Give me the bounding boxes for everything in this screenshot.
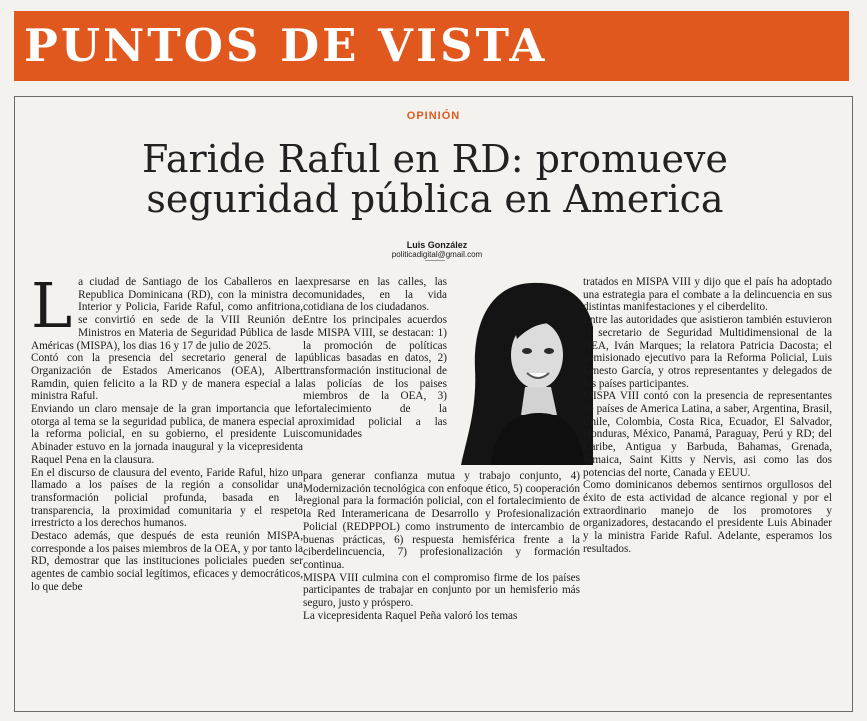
headline-line-2: seguridad pública en America: [146, 177, 724, 221]
paragraph: Entre los principales acuerdos de MISPA VIII, se destacan: 1) la promoción de políticas públicas basadas en datos, 2) transformación institucional de las policías de los paises miembros de la OEA, 3) fortalecimiento de la proximidad policial a las comunidades: [303, 314, 447, 441]
headline-line-1: Faride Raful en RD: promueve: [142, 137, 728, 181]
paragraph: Contó con la presencia del secretario general de la Organización de Estados Americanos (OEA), Albert Ramdin, quien felicito a la RD y de manera especial a la ministra Raful.: [31, 352, 303, 403]
section-banner: [14, 11, 849, 81]
section-label: OPINIÓN: [406, 110, 461, 122]
drop-cap: L: [31, 269, 73, 342]
headline: [60, 139, 810, 219]
column-2-top: [303, 276, 447, 441]
paragraph: En el discurso de clausura del evento, Faride Raful, hizo un llamado a los países de la región a consolidar una transformación policial profunda, basada en la transparencia, la proximidad comunitaria y el respeto irrestricto a los derechos humanos.: [31, 466, 303, 530]
paragraph: tratados en MISPA VIII y dijo que el país ha adoptado una estrategia para el combate a la delincuencia en sus distintas manifestaciones y el ciberdelito.: [583, 276, 832, 314]
author-photo: [461, 277, 593, 465]
paragraph: La vicepresidenta Raquel Peña valoró los temas: [303, 609, 518, 622]
column-1: [31, 269, 303, 594]
column-2-bottom: [303, 470, 580, 622]
banner-title: PUNTOS DE VISTA: [24, 19, 548, 72]
paragraph: para generar confianza mutua y trabajo conjunto, 4) Modernización tecnológica con enfoque ético, 5) cooperación regional para la formación policial, con el fortalecimiento de la Red Interamericana de Desarrollo y Profesionalización Policial (REDPPOL) como instrumento de intercambio de buenas prácticas, 6) respuesta hemisférica frente a la ciberdelincuencia, 7) profesionalización y formación continua.: [303, 470, 580, 571]
paragraph: MISPA VIII contó con la presencia de representantes de países de America Latina, a saber, Argentina, Brasil, Chile, Colombia, Costa Rica, Ecuador, El Salvador, Honduras, México, Panamá, Paraguay, Perú y RD; del Caribe, Antigua y Barbuda, Bahamas, Grenada, Jamaica, Saint Kitts y Nervis, asi como las dos potencias del norte, Canada y EEUU.: [583, 390, 832, 479]
column-3: [583, 276, 832, 555]
author-name: Luis González: [406, 240, 468, 250]
byline-divider: [425, 260, 445, 261]
paragraph: Destaco además, que después de esta reunión MISPA, corresponde a los paises miembros de la OEA, y por tanto la RD, demostrar que las instituciones policiales pueden ser agentes de cambio social legítimos, eficaces y democráticos, lo que debe: [31, 530, 303, 593]
paragraph: La ciudad de Santiago de los Caballeros en la Republica Dominicana (RD), con la ministra de Interior y Policia, Faride Raful, como anfitriona, se convirtió en sede de la VIII Reunión de Ministros en Materia de Seguridad Pública de las Américas (MISPA), los dias 16 y 17 de julio de 2025.: [31, 269, 303, 352]
paragraph: expresarse en las calles, las comunidades, en la vida cotidiana de los ciudadanos.: [303, 276, 447, 314]
author-email[interactable]: politicadigital@gmail.com: [391, 250, 483, 259]
paragraph: MISPA VIII culmina con el compromiso firme de los países participantes de trabajar en conjunto por un hemisferio más seguro, justo y próspero.: [303, 571, 580, 610]
paragraph: Enviando un claro mensaje de la gran importancia que le otorga al tema se la seguridad publica, de manera especial a la reforma policial, en su gobierno, el presidente Luis Abinader estuvo en la jornada inaugural y la vicepresidenta Raquel Pena en la clausura.: [31, 403, 303, 466]
paragraph: Como dominicanos debemos sentirnos orgullosos del éxito de esta actividad de alcance regional y por el extraordinario manejo de los promotores y organizadores, destacando el presidente Luis Abinader y la ministra Faride Raful. Adelante, esperamos los resultados.: [583, 479, 832, 555]
paragraph: Entre las autoridades que asistieron también estuvieron el secretario de Seguridad Multidimensional de la OEA, Iván Marques; la relatora Patricia Dacosta; el comisionado ejecutivo para la Reforma Policial, Luis Ernesto García, y otros representantes y delegados de los países participantes.: [583, 314, 832, 390]
